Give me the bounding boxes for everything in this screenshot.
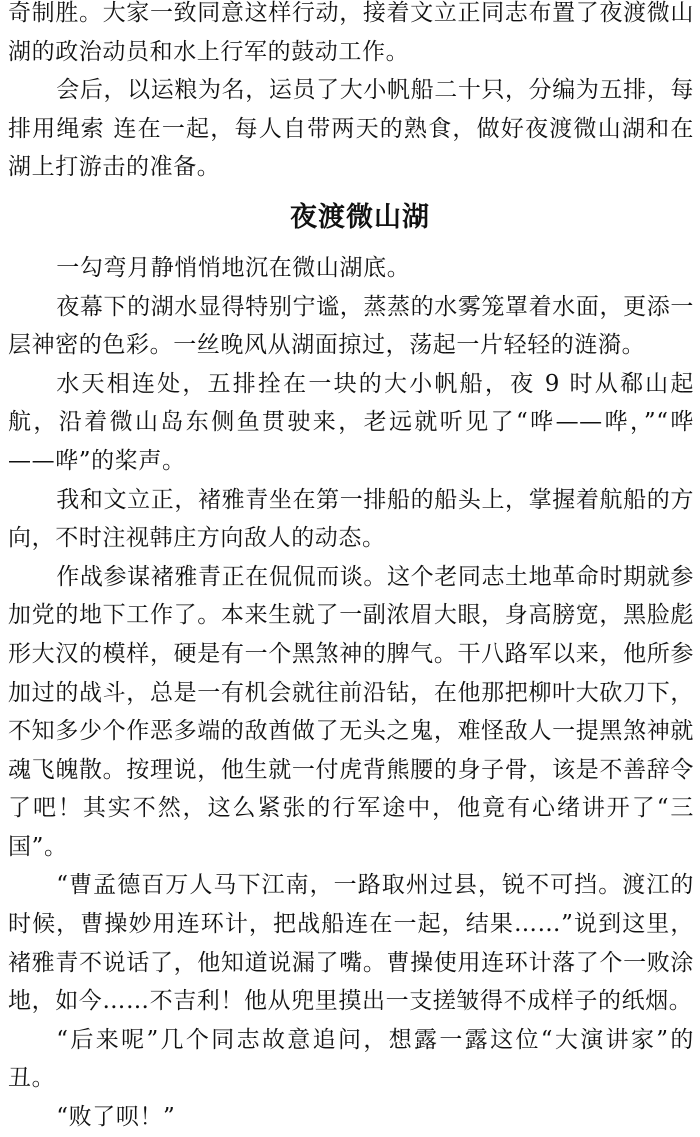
paragraph-5: 水天相连处，五排拴在一块的大小帆船，夜 9 时从郗山起航，沿着微山岛东侧鱼贯驶来，老远就听见了“哗——哗，”“哗——哗”的桨声。 [8, 370, 694, 474]
paragraph-9: “后来呢”几个同志故意追问，想露一露这位“大演讲家”的丑。 [8, 1026, 694, 1092]
paragraph-1: 奇制胜。大家一致同意这样行动，接着文立正同志布置了夜渡微山湖的政治动员和水上行军的鼓动工作。 [8, 0, 694, 65]
paragraph-10: “败了呗！” [56, 1104, 176, 1131]
paragraph-6: 我和文立正，褚雅青坐在第一排船的船头上，掌握着航船的方向，不时注视韩庄方向敌人的动态。 [8, 486, 694, 552]
paragraph-7: 作战参谋褚雅青正在侃侃而谈。这个老同志土地革命时期就参加党的地下工作了。本来生就了一副浓眉大眼，身高膀宽，黑脸彪形大汉的模样，硬是有一个黑煞神的脾气。干八路军以来，他所参加过的战斗，总是一有机会就往前沿钻，在他那把柳叶大砍刀下，不知多少个作恶多端的敌酋做了无头之鬼，难怪敌人一提黑煞神就魂飞魄散。按理说，他生就一付虎背熊腰的身子骨，该是不善辞令了吧！其实不然，这么紧张的行军途中，他竟有心绪讲开了“三国”。 [8, 563, 694, 860]
paragraph-4: 夜幕下的湖水显得特别宁谧，蒸蒸的水雾笼罩着水面，更添一层神密的色彩。一丝晚风从湖面掠过，荡起一片轻轻的涟漪。 [8, 293, 694, 359]
paragraph-2: 会后，以运粮为名，运员了大小帆船二十只，分编为五排，每排用绳索 连在一起，每人自带两天的熟食，做好夜渡微山湖和在湖上打游击的准备。 [8, 77, 694, 181]
paragraph-8: “曹孟德百万人马下江南，一路取州过县，锐不可挡。渡江的时候，曹操妙用连环计，把战船连在一起，结果……”说到这里，褚雅青不说话了，他知道说漏了嘴。曹操使用连环计落了个一败涂地，如今……不吉利！他从兜里摸出一支搓皱得不成样子的纸烟。 [8, 872, 694, 1015]
section-heading: 夜渡微山湖 [290, 201, 430, 233]
paragraph-3: 一勾弯月静悄悄地沉在微山湖底。 [56, 254, 411, 281]
